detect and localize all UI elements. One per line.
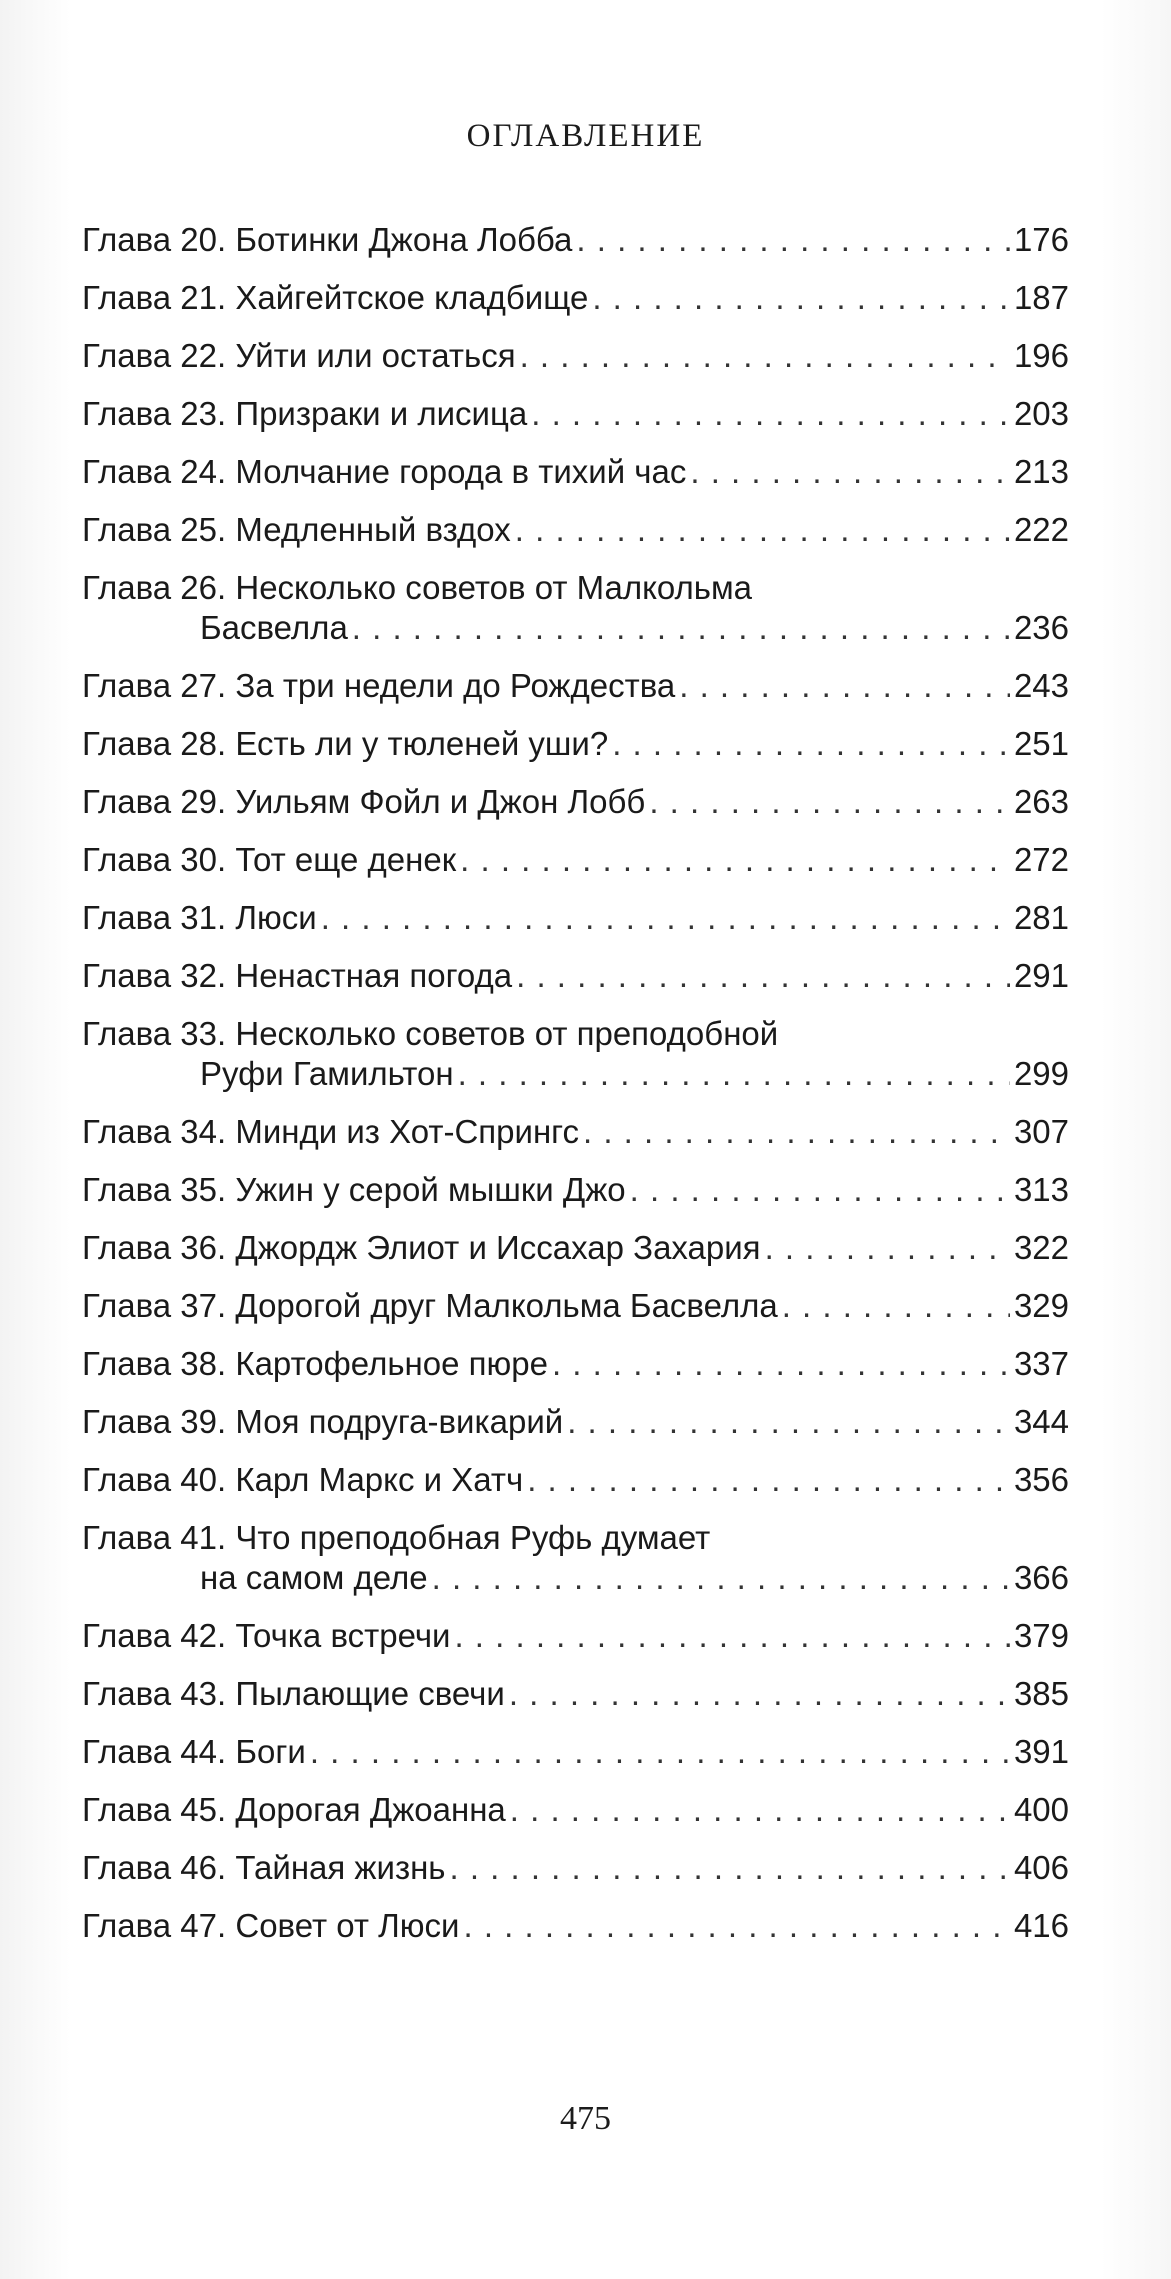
chapter-title: Что преподобная Руфь думает	[235, 1519, 711, 1556]
dot-leader	[679, 666, 1010, 706]
toc-entry	[82, 724, 1069, 764]
chapter-page-number: 344	[1013, 1403, 1069, 1440]
chapter-page-number: 307	[1013, 1113, 1069, 1150]
chapter-page-number: 291	[1013, 957, 1069, 994]
toc-entry	[82, 1014, 1069, 1094]
table-of-contents	[82, 220, 1069, 1964]
chapter-page-number: 356	[1013, 1461, 1069, 1498]
chapter-page-number: 243	[1013, 667, 1069, 704]
chapter-title: Хайгейтское кладбище	[235, 279, 589, 316]
chapter-page-number: 196	[1013, 337, 1069, 374]
chapter-label: Глава 23.	[82, 395, 227, 432]
chapter-label: Глава 25.	[82, 511, 227, 548]
dot-leader	[592, 278, 1010, 318]
toc-entry	[82, 568, 1069, 648]
toc-entry	[82, 510, 1069, 550]
toc-entry	[82, 1286, 1069, 1326]
dot-leader	[516, 956, 1010, 996]
dot-leader	[782, 1286, 1010, 1326]
dot-leader	[527, 1460, 1010, 1500]
chapter-title: За три недели до Рождества	[235, 667, 676, 704]
toc-entry	[82, 1732, 1069, 1772]
chapter-page-number: 379	[1013, 1617, 1069, 1654]
toc-entry	[82, 220, 1069, 260]
chapter-label: Глава 43.	[82, 1675, 227, 1712]
chapter-title: Ненастная погода	[235, 957, 513, 994]
chapter-page-number: 416	[1013, 1907, 1069, 1944]
toc-entry	[82, 840, 1069, 880]
chapter-label: Глава 22.	[82, 337, 227, 374]
toc-entry	[82, 898, 1069, 938]
chapter-title-continued: Басвелла	[200, 609, 348, 646]
chapter-page-number: 322	[1013, 1229, 1069, 1266]
dot-leader	[454, 1616, 1009, 1656]
toc-entry	[82, 1906, 1069, 1946]
chapter-title: Тот еще денек	[235, 841, 457, 878]
toc-entry	[82, 1402, 1069, 1442]
dot-leader	[567, 1402, 1010, 1442]
toc-entry	[82, 1518, 1069, 1598]
chapter-page-number: 176	[1013, 221, 1069, 258]
chapter-label: Глава 31.	[82, 899, 227, 936]
chapter-title: Карл Маркс и Хатч	[235, 1461, 524, 1498]
dot-leader	[531, 394, 1010, 434]
toc-entry	[82, 394, 1069, 434]
chapter-title: Есть ли у тюленей уши?	[235, 725, 609, 762]
toc-entry	[82, 336, 1069, 376]
chapter-title: Точка встречи	[235, 1617, 451, 1654]
chapter-title: Призраки и лисица	[235, 395, 528, 432]
dot-leader	[458, 1054, 1010, 1094]
dot-leader	[649, 782, 1010, 822]
chapter-title: Медленный вздох	[235, 511, 511, 548]
chapter-title-continued: на самом деле	[200, 1559, 428, 1596]
chapter-title: Ужин у серой мышки Джо	[235, 1171, 626, 1208]
chapter-title: Тайная жизнь	[235, 1849, 446, 1886]
dot-leader	[510, 1790, 1010, 1830]
chapter-title-continued: Руфи Гамильтон	[200, 1055, 454, 1092]
dot-leader	[583, 1112, 1010, 1152]
chapter-label: Глава 26.	[82, 569, 227, 606]
chapter-label: Глава 37.	[82, 1287, 227, 1324]
toc-entry	[82, 452, 1069, 492]
toc-entry	[82, 1344, 1069, 1384]
chapter-label: Глава 44.	[82, 1733, 227, 1770]
chapter-title: Люси	[235, 899, 317, 936]
dot-leader	[460, 840, 1010, 880]
chapter-page-number: 213	[1013, 453, 1069, 490]
chapter-title: Совет от Люси	[235, 1907, 460, 1944]
chapter-title: Уйти или остаться	[235, 337, 516, 374]
dot-leader	[520, 336, 1010, 376]
chapter-page-number: 236	[1013, 609, 1069, 646]
toc-entry	[82, 1790, 1069, 1830]
chapter-title: Уильям Фойл и Джон Лобб	[235, 783, 646, 820]
chapter-page-number: 251	[1013, 725, 1069, 762]
chapter-label: Глава 39.	[82, 1403, 227, 1440]
chapter-label: Глава 38.	[82, 1345, 227, 1382]
dot-leader	[310, 1732, 1010, 1772]
dot-leader	[432, 1558, 1010, 1598]
chapter-label: Глава 32.	[82, 957, 227, 994]
chapter-label: Глава 29.	[82, 783, 227, 820]
chapter-page-number: 366	[1013, 1559, 1069, 1596]
chapter-label: Глава 40.	[82, 1461, 227, 1498]
chapter-page-number: 313	[1013, 1171, 1069, 1208]
toc-entry	[82, 782, 1069, 822]
chapter-page-number: 272	[1013, 841, 1069, 878]
dot-leader	[690, 452, 1010, 492]
chapter-label: Глава 35.	[82, 1171, 227, 1208]
dot-leader	[464, 1906, 1010, 1946]
chapter-label: Глава 41.	[82, 1519, 227, 1556]
chapter-label: Глава 34.	[82, 1113, 227, 1150]
dot-leader	[352, 608, 1010, 648]
chapter-title: Джордж Элиот и Иссахар Захария	[235, 1229, 761, 1266]
dot-leader	[515, 510, 1010, 550]
chapter-page-number: 337	[1013, 1345, 1069, 1382]
chapter-label: Глава 42.	[82, 1617, 227, 1654]
chapter-title: Пылающие свечи	[235, 1675, 505, 1712]
chapter-label: Глава 47.	[82, 1907, 227, 1944]
chapter-title: Дорогой друг Малкольма Басвелла	[235, 1287, 778, 1324]
chapter-label: Глава 21.	[82, 279, 227, 316]
chapter-title: Картофельное пюре	[235, 1345, 548, 1382]
chapter-title: Несколько советов от Малкольма	[235, 569, 752, 606]
chapter-label: Глава 24.	[82, 453, 227, 490]
page-number: 475	[560, 2100, 611, 2137]
chapter-page-number: 187	[1013, 279, 1069, 316]
dot-leader	[576, 220, 1010, 260]
chapter-title: Дорогая Джоанна	[235, 1791, 506, 1828]
chapter-page-number: 281	[1013, 899, 1069, 936]
dot-leader	[509, 1674, 1010, 1714]
toc-entry	[82, 956, 1069, 996]
chapter-label: Глава 28.	[82, 725, 227, 762]
chapter-page-number: 385	[1013, 1675, 1069, 1712]
toc-entry	[82, 1228, 1069, 1268]
chapter-label: Глава 36.	[82, 1229, 227, 1266]
chapter-page-number: 222	[1013, 511, 1069, 548]
toc-entry	[82, 1616, 1069, 1656]
chapter-label: Глава 46.	[82, 1849, 227, 1886]
chapter-title: Моя подруга-викарий	[235, 1403, 564, 1440]
toc-entry	[82, 666, 1069, 706]
page-title: ОГЛАВЛЕНИЕ	[466, 118, 705, 154]
chapter-page-number: 406	[1013, 1849, 1069, 1886]
chapter-page-number: 400	[1013, 1791, 1069, 1828]
chapter-label: Глава 27.	[82, 667, 227, 704]
toc-entry	[82, 1674, 1069, 1714]
chapter-label: Глава 30.	[82, 841, 227, 878]
dot-leader	[552, 1344, 1010, 1384]
dot-leader	[321, 898, 1010, 938]
chapter-page-number: 263	[1013, 783, 1069, 820]
chapter-label: Глава 33.	[82, 1015, 227, 1052]
chapter-label: Глава 45.	[82, 1791, 227, 1828]
chapter-title: Несколько советов от преподобной	[235, 1015, 779, 1052]
chapter-page-number: 299	[1013, 1055, 1069, 1092]
chapter-page-number: 203	[1013, 395, 1069, 432]
toc-entry	[82, 1848, 1069, 1888]
chapter-label: Глава 20.	[82, 221, 227, 258]
toc-entry	[82, 1460, 1069, 1500]
toc-entry	[82, 1112, 1069, 1152]
toc-entry	[82, 1170, 1069, 1210]
chapter-title: Ботинки Джона Лобба	[235, 221, 573, 258]
dot-leader	[450, 1848, 1010, 1888]
dot-leader	[612, 724, 1010, 764]
chapter-title: Минди из Хот-Спрингс	[235, 1113, 579, 1150]
toc-entry	[82, 278, 1069, 318]
chapter-title: Боги	[235, 1733, 306, 1770]
chapter-title: Молчание города в тихий час	[235, 453, 687, 490]
chapter-page-number: 329	[1013, 1287, 1069, 1324]
dot-leader	[630, 1170, 1010, 1210]
chapter-page-number: 391	[1013, 1733, 1069, 1770]
dot-leader	[765, 1228, 1010, 1268]
